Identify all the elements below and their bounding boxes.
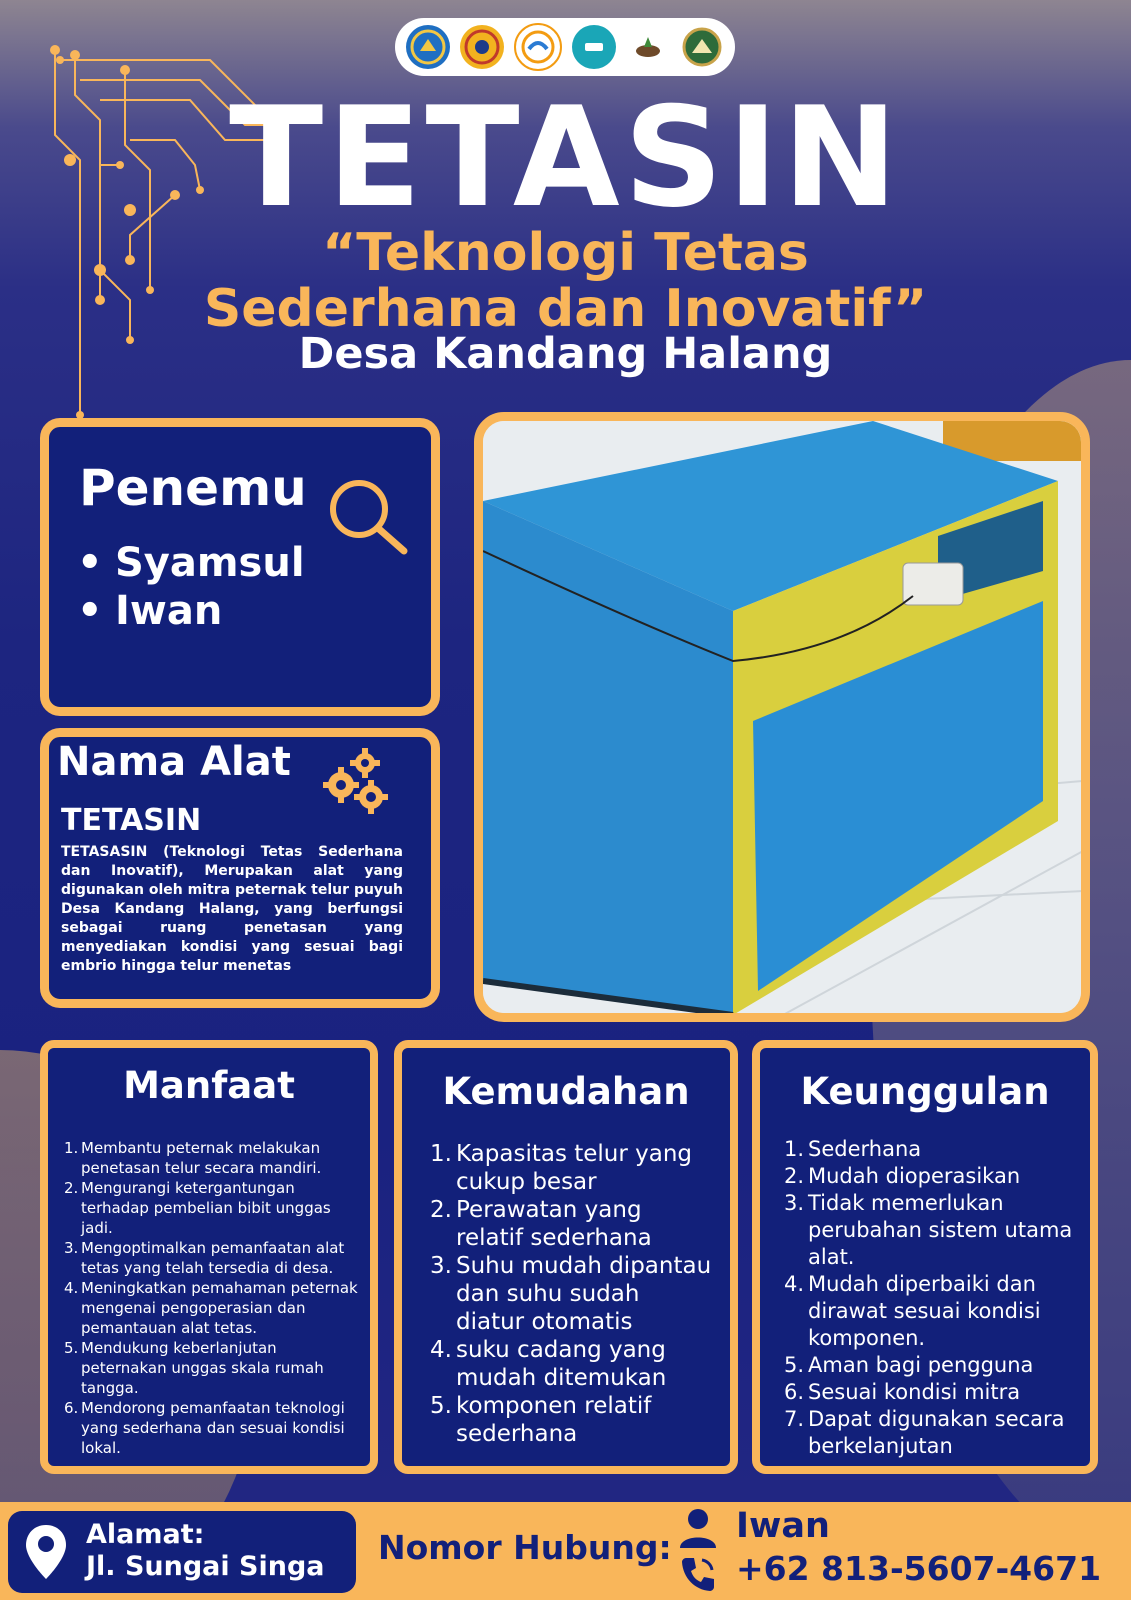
village-name: Desa Kandang Halang	[298, 329, 833, 379]
phone-icon	[678, 1554, 718, 1594]
village-logo-icon	[680, 25, 724, 69]
manfaat-item: Mengoptimalkan pemanfaatan alat tetas yang telah tersedia di desa.	[81, 1239, 345, 1277]
logo-bar	[395, 18, 735, 76]
main-title: TETASIN	[229, 77, 902, 238]
keunggulan-item: Sederhana	[808, 1137, 922, 1161]
manfaat-item: Membantu peternak melakukan penetasan telur secara mandiri.	[81, 1139, 322, 1177]
incubator-photo	[474, 412, 1090, 1022]
subtitle-line-2: Sederhana dan Inovatif”	[203, 279, 928, 339]
contact-label: Nomor Hubung:	[378, 1528, 672, 1567]
manfaat-item: Mengurangi ketergantungan terhadap pembelian bibit unggas jadi.	[81, 1179, 331, 1237]
panitia-logo-icon	[626, 25, 670, 69]
kemudahan-item: komponen relatif sederhana	[456, 1393, 652, 1447]
kemudahan-heading: Kemudahan	[442, 1070, 690, 1113]
keunggulan-item: Dapat digunakan secara berkelanjutan	[808, 1407, 1065, 1458]
subtitle-line-1: “Teknologi Tetas	[322, 223, 809, 283]
address-box	[8, 1511, 356, 1593]
contact-phone: +62 813-5607-4671	[736, 1549, 1102, 1588]
blu-logo-icon	[572, 25, 616, 69]
kemudahan-list	[430, 1140, 712, 1448]
keunggulan-item: Mudah diperbaiki dan dirawat sesuai kondisi komponen.	[808, 1272, 1041, 1350]
penemu-box	[40, 418, 440, 716]
penemu-heading: Penemu	[79, 459, 307, 517]
nama-alat-box	[40, 728, 440, 1008]
penemu-item: • Iwan	[77, 588, 223, 634]
manfaat-list	[58, 1138, 364, 1458]
manfaat-item: Mendukung keberlanjutan peternakan unggas skala rumah tangga.	[81, 1339, 324, 1397]
manfaat-item: Meningkatkan pemahaman peternak mengenai pengoperasian dan pemantauan alat tetas.	[81, 1279, 358, 1337]
university-logo-icon	[460, 25, 504, 69]
ministry-logo-icon	[406, 25, 450, 69]
person-icon	[676, 1506, 720, 1550]
location-pin-icon	[24, 1523, 68, 1581]
nama-alat-heading: Nama Alat	[57, 739, 291, 785]
keunggulan-item: Aman bagi pengguna	[808, 1353, 1034, 1377]
contact-name: Iwan	[736, 1506, 830, 1546]
keunggulan-item: Sesuai kondisi mitra	[808, 1380, 1021, 1404]
subtitle	[0, 225, 1131, 337]
tool-name: TETASIN	[61, 803, 202, 838]
keunggulan-item: Mudah dioperasikan	[808, 1164, 1021, 1188]
keunggulan-item: Tidak memerlukan perubahan sistem utama alat.	[808, 1191, 1073, 1269]
manfaat-heading: Manfaat	[123, 1064, 295, 1107]
tool-description: TETASASIN (Teknologi Tetas Sederhana dan Inovatif), Merupakan alat yang digunakan oleh mitra peternak telur puyuh Desa Kandang Halang, yang berfungsi sebagai ruang penetasan yang menyediakan kondisi yang sesuai bagi embrio hingga telur menetas	[61, 844, 403, 974]
penemu-list	[77, 539, 305, 635]
kemudahan-item: Suhu mudah dipantau dan suhu sudah diatur otomatis	[456, 1253, 712, 1335]
address-text: Jl. Sungai Singa	[86, 1551, 325, 1582]
penemu-item: • Syamsul	[77, 540, 305, 586]
kemudahan-item: Kapasitas telur yang cukup besar	[456, 1141, 693, 1195]
keunggulan-heading: Keunggulan	[800, 1070, 1050, 1113]
kemudahan-box	[394, 1040, 738, 1474]
incubator-illustration	[483, 421, 1083, 1015]
gears-icon	[321, 745, 395, 815]
manfaat-item: Mendorong pemanfaatan teknologi yang sederhana dan sesuai kondisi lokal.	[81, 1399, 345, 1457]
search-icon	[324, 477, 414, 557]
manfaat-box	[40, 1040, 378, 1474]
address-label: Alamat:	[86, 1519, 205, 1550]
kemudahan-item: Perawatan yang relatif sederhana	[456, 1197, 652, 1251]
keunggulan-box	[752, 1040, 1098, 1474]
kemudahan-item: suku cadang yang mudah ditemukan	[456, 1337, 667, 1391]
diktisaintek-logo-icon	[514, 23, 562, 71]
keunggulan-list	[784, 1136, 1074, 1460]
